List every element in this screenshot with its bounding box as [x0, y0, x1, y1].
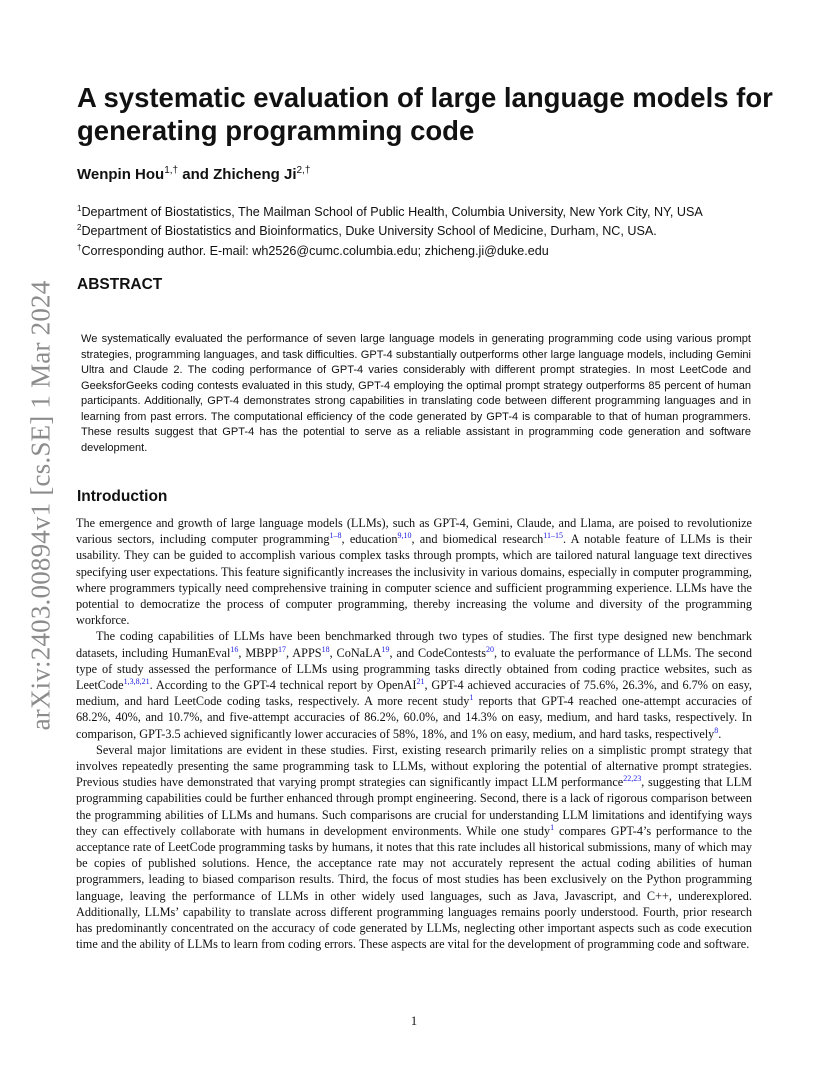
text-run: , and biomedical research	[411, 532, 544, 547]
author-line	[77, 161, 310, 185]
citation-link[interactable]: 1	[550, 822, 555, 832]
paper-title: A systematic evaluation of large language models for generating programming code	[77, 82, 773, 146]
paragraph	[76, 628, 752, 741]
citation-link[interactable]: 8	[714, 725, 719, 735]
arxiv-identifier-sidebar	[14, 280, 68, 730]
affiliation-text: Department of Biostatistics, The Mailman School of Public Health, Columbia University, New York City, NY, USA	[81, 205, 703, 220]
paragraph	[76, 515, 752, 628]
author-name: Zhicheng Ji	[213, 166, 297, 183]
affiliation-mark: 1	[77, 204, 82, 213]
text-run: , education	[341, 532, 398, 547]
paragraph	[76, 742, 752, 953]
text-run: The emergence and growth of large language models (LLMs), such as GPT-4, Gemini, Claude, and Llama, are poised to revolutionize various sectors, including computer programming	[76, 516, 752, 547]
author-affiliation-mark: 1,†	[164, 165, 179, 176]
text-run: , APPS	[286, 645, 322, 660]
text-run: , and CodeContests	[389, 645, 487, 660]
affiliation-line	[77, 240, 797, 259]
citation-link[interactable]: 19	[381, 644, 390, 654]
abstract-text: We systematically evaluated the performance of seven large language models in generating programming code using various prompt strategies, programming languages, and task difficulties. GPT-4 substantially outperforms other large language models, including Gemini Ultra and Claude 2. The coding performance of GPT-4 varies considerably with different prompt strategies. In most LeetCode and GeeksforGeeks coding contests evaluated in this study, GPT-4 employing the optimal prompt strategy outperforms 85 percent of human participants. Additionally, GPT-4 demonstrates strong capabilities in translating code between different programming languages and in learning from past errors. The computational efficiency of the code generated by GPT-4 is comparable to that of human programmers. These results suggest that GPT-4 has the potential to serve as a reliable assistant in programming code generation and software development.	[81, 333, 751, 454]
affiliations	[77, 201, 797, 259]
text-run: , CoNaLA	[329, 645, 382, 660]
affiliation-line	[77, 201, 797, 220]
text-run: . A notable feature of LLMs is their usability. They can be guided to accomplish various complex tasks through prompts, which are tailored natural language text directives specifying user expectations. This feature significantly increases the inclusivity in various domains, especially in computer programming, where programmers typically need comprehensive training in computer science and sufficient programming experience. LLMs have the potential to democratize the process of computer programming, thereby increasing the volume and diversity of the programming workforce.	[76, 532, 753, 628]
citation-link[interactable]: 1	[469, 693, 474, 703]
citation-link[interactable]: 1,3,8,21	[123, 676, 150, 686]
affiliation-text: Department of Biostatistics and Bioinformatics, Duke University School of Medicine, Durham, NC, USA.	[81, 224, 657, 239]
citation-link[interactable]: 20	[486, 644, 495, 654]
citation-link[interactable]: 22,23	[623, 774, 642, 784]
text-run: , MBPP	[238, 645, 279, 660]
text-run: , GPT-4 achieved accuracies of 75.6%, 26.3%, and 6.7% on easy, medium, and hard LeetCode coding tasks, respectively. A more recent study	[76, 678, 752, 709]
text-run: , to evaluate the performance of LLMs. The second type of study assessed the performance of LLMs using programming tasks directly obtained from coding practice websites, such as LeetCode	[76, 645, 753, 693]
arxiv-identifier: arXiv:2403.00894v1 [cs.SE] 1 Mar 2024	[25, 280, 56, 730]
affiliation-mark: 2	[77, 223, 82, 233]
citation-link[interactable]: 9,10	[397, 531, 412, 541]
affiliation-line	[77, 220, 797, 239]
introduction-heading: Introduction	[77, 488, 168, 505]
text-run: compares GPT-4’s performance to the acceptance rate of LeetCode programming tasks by humans, it notes that this rate includes all historical submissions, many of which may be copies of published solutions. Hence, the acceptance rate may not accurately represent the actual coding abilities of human programmers, leading to biased comparison results. Third, the focus of most studies has been exclusively on the Python programming language, leaving the performance of LLMs in other widely used languages, such as Java, Javascript, and C++, underexplored. Additionally, LLMs’ capability to translate across different programming languages remains poorly understood. Fourth, prior research has predominantly concentrated on the accuracy of code generated by LLMs, neglecting other important aspects such as code execution time and the ability of LLMs to learn from coding errors. These aspects are vital for the development of programming code and software.	[76, 823, 752, 952]
citation-link[interactable]: 11–15	[543, 531, 563, 541]
text-run: , suggesting that LLM programming capabilities could be further enhanced through prompt engineering. Second, there is a lack of rigorous comparison between the programming abilities of LLMs and humans. Such comparisons are crucial for understanding LLM limitations and identifying ways they can effectively collaborate with humans in development environments. While one study	[76, 775, 752, 838]
affiliation-mark: †	[77, 242, 82, 252]
citation-link[interactable]: 1–8	[329, 531, 342, 541]
text-run: . According to the GPT-4 technical report by OpenAI	[149, 678, 417, 693]
text-run: reports that GPT-4 reached one-attempt accuracies of 68.2%, 40%, and 10.7%, and five-attempt accuracies of 86.2%, 60.0%, and 14.3% on easy, medium, and hard tasks, respectively. In comparison, GPT-3.5 achieved significantly lower accuracies of 58%, 18%, and 1% on easy, medium, and hard tasks, respectively	[76, 694, 752, 741]
author-affiliation-mark: 2,†	[296, 165, 311, 176]
affiliation-text: Corresponding author. E-mail: wh2526@cumc.columbia.edu; zhicheng.ji@duke.edu	[81, 244, 549, 259]
author-name: Wenpin Hou	[77, 166, 165, 183]
text-run: .	[718, 726, 722, 741]
citation-link[interactable]: 18	[321, 644, 330, 654]
text-run: Several major limitations are evident in these studies. First, existing research primarily relies on a simplistic prompt strategy that involves repeatedly presenting the same programming task to LLMs, without exploring the potential of alternative prompt strategies. Previous studies have demonstrated that varying prompt strategies can significantly impact LLM performance	[76, 742, 752, 790]
author-conjunction: and	[182, 166, 209, 183]
introduction-body	[76, 515, 752, 952]
citation-link[interactable]: 17	[278, 644, 287, 654]
text-run: The coding capabilities of LLMs have been benchmarked through two types of studies. The first type designed new benchmark datasets, including HumanEval	[76, 629, 752, 660]
citation-link[interactable]: 16	[230, 644, 239, 654]
citation-link[interactable]: 21	[416, 676, 425, 686]
abstract-heading: ABSTRACT	[77, 276, 163, 293]
page-number: 1	[410, 1014, 418, 1028]
